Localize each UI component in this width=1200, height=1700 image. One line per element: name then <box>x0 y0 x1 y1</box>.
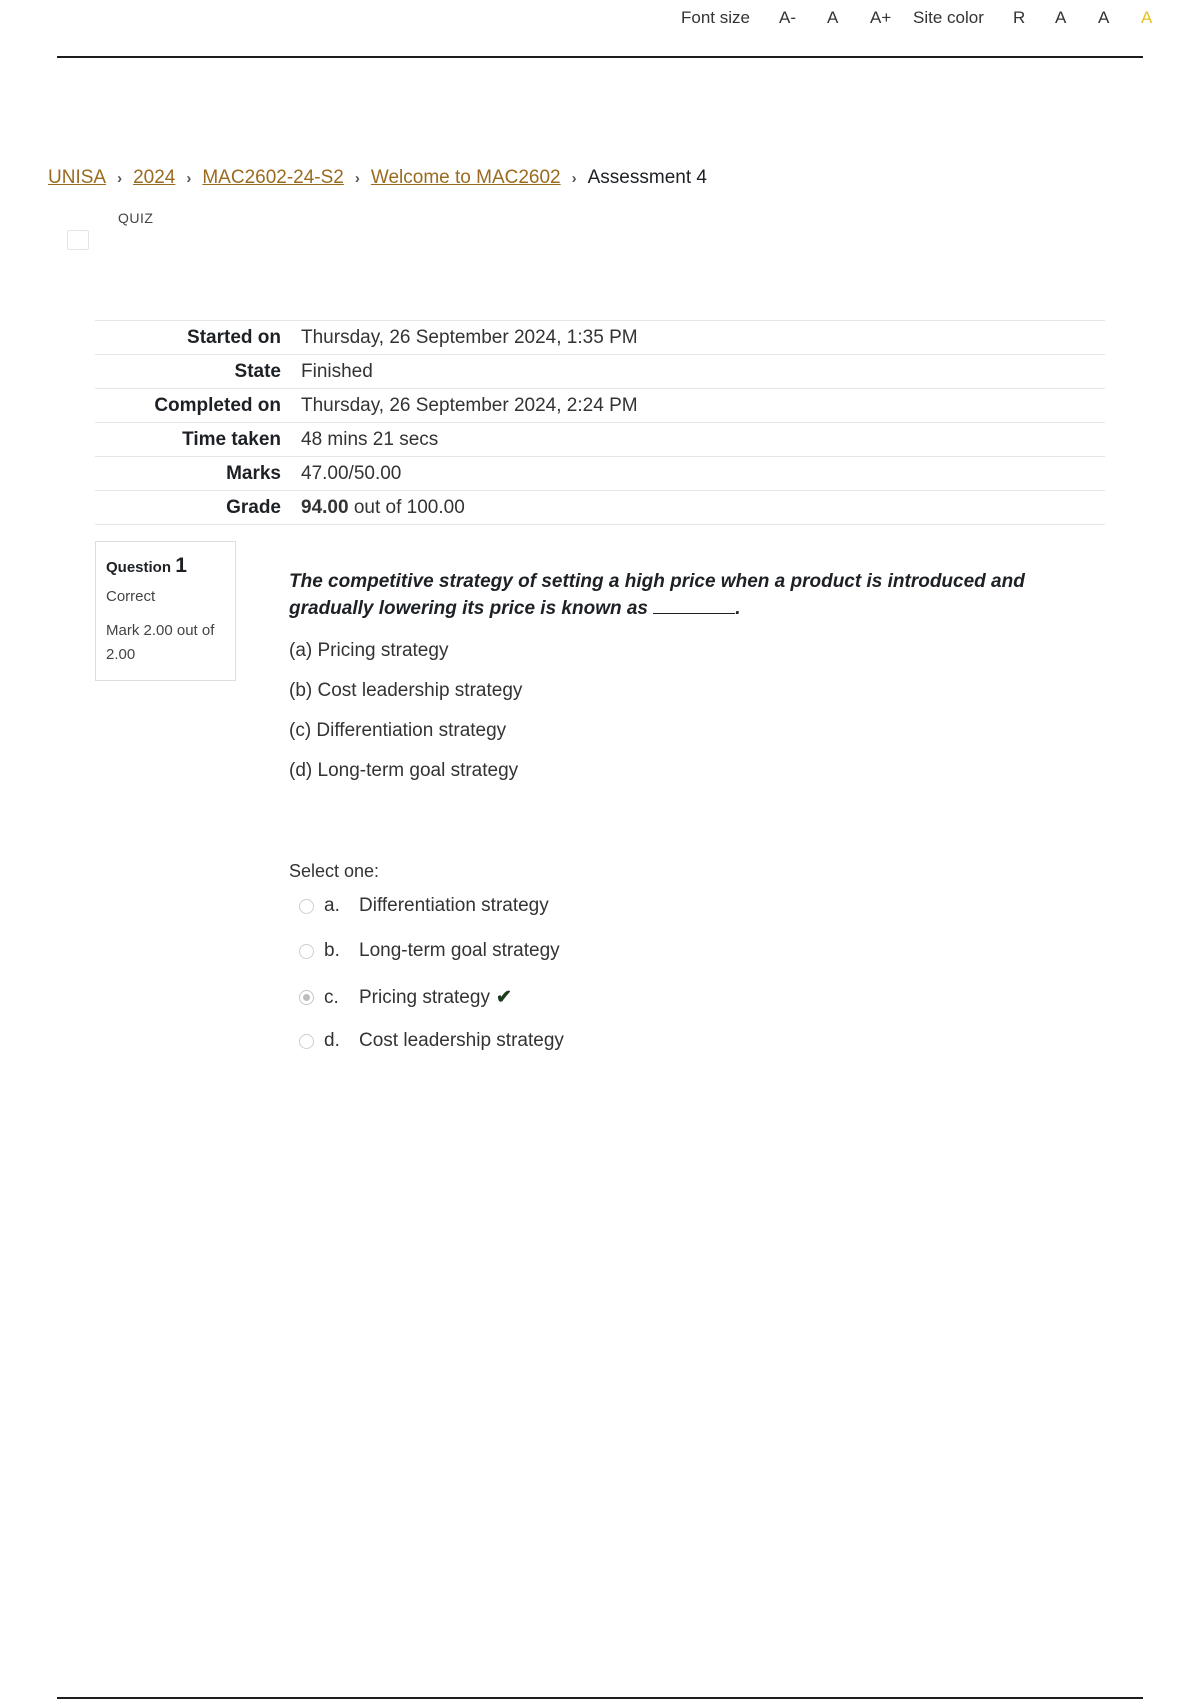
summary-row-state <box>95 355 1105 389</box>
summary-label: State <box>234 360 281 382</box>
breadcrumb-current: Assessment 4 <box>587 167 707 188</box>
summary-value: Thursday, 26 September 2024, 1:35 PM <box>301 326 638 348</box>
breadcrumb-link-welcome[interactable]: Welcome to MAC2602 <box>370 167 561 188</box>
accessibility-toolbar <box>0 0 1200 40</box>
attempt-summary-table <box>95 320 1105 525</box>
chevron-right-icon: › <box>571 169 577 187</box>
answer-text: Cost leadership strategy <box>359 1030 564 1051</box>
answer-option-a[interactable] <box>299 895 549 917</box>
listed-option: (d) Long-term goal strategy <box>289 760 519 781</box>
radio-button-selected[interactable] <box>299 990 314 1005</box>
summary-label: Grade <box>226 496 281 518</box>
listed-option: (a) Pricing strategy <box>289 640 449 661</box>
radio-button[interactable] <box>299 1034 314 1049</box>
summary-value: 47.00/50.00 <box>301 462 402 484</box>
summary-row-marks <box>95 457 1105 491</box>
color-option-2-button[interactable]: A <box>1098 8 1110 27</box>
breadcrumb <box>48 167 707 189</box>
answer-option-d[interactable] <box>299 1030 564 1052</box>
chevron-right-icon: › <box>117 169 123 187</box>
header-divider <box>57 56 1143 58</box>
answer-letter: a. <box>324 895 340 916</box>
summary-row-completed <box>95 389 1105 423</box>
breadcrumb-link-year[interactable]: 2024 <box>133 167 176 188</box>
summary-label: Started on <box>187 326 281 348</box>
summary-label: Completed on <box>154 394 281 416</box>
chevron-right-icon: › <box>186 169 192 187</box>
font-increase-button[interactable]: A+ <box>870 8 892 27</box>
footer-divider <box>57 1697 1143 1699</box>
answer-letter: d. <box>324 1030 340 1051</box>
question-text-body: The competitive strategy of setting a high price when a product is introduced and gradually lowering its price is known as <box>289 571 1025 619</box>
question-state: Correct <box>106 588 156 605</box>
font-reset-button[interactable]: A <box>827 8 839 27</box>
summary-row-time-taken <box>95 423 1105 457</box>
answer-letter: b. <box>324 940 340 961</box>
breadcrumb-link-unisa[interactable]: UNISA <box>48 167 107 188</box>
question-mark: Mark 2.00 out of 2.00 <box>106 622 215 663</box>
color-option-3-button[interactable]: A <box>1141 8 1153 27</box>
answer-text: Long-term goal strategy <box>359 940 560 961</box>
select-one-prompt: Select one: <box>289 861 380 881</box>
question-info-box <box>95 541 236 681</box>
chevron-right-icon: › <box>354 169 360 187</box>
answer-option-b[interactable] <box>299 940 560 962</box>
listed-option: (c) Differentiation strategy <box>289 720 507 741</box>
summary-label: Marks <box>226 462 281 484</box>
correct-checkmark-icon: ✔ <box>495 987 512 1008</box>
summary-value: Finished <box>301 360 373 382</box>
answer-text: Differentiation strategy <box>359 895 549 916</box>
answer-text: Pricing strategy <box>359 986 490 1008</box>
summary-value <box>291 491 1105 525</box>
site-color-label: Site color <box>913 8 984 27</box>
question-label: Question <box>106 559 172 576</box>
question-number-value: 1 <box>175 554 187 577</box>
radio-button[interactable] <box>299 899 314 914</box>
quiz-icon <box>67 230 89 250</box>
activity-type-label: QUIZ <box>118 210 154 226</box>
fill-in-blank <box>653 596 735 614</box>
color-reset-button[interactable]: R <box>1013 8 1026 27</box>
question-number <box>106 554 225 578</box>
summary-row-grade <box>95 491 1105 525</box>
grade-value: 94.00 <box>301 496 349 518</box>
listed-option: (b) Cost leadership strategy <box>289 680 523 701</box>
font-decrease-button[interactable]: A- <box>779 8 796 27</box>
summary-value: Thursday, 26 September 2024, 2:24 PM <box>301 394 638 416</box>
font-size-label: Font size <box>681 8 750 27</box>
grade-suffix: out of 100.00 <box>348 496 465 518</box>
breadcrumb-link-course[interactable]: MAC2602-24-S2 <box>202 167 344 188</box>
summary-label: Time taken <box>182 428 281 450</box>
answer-letter: c. <box>324 986 339 1008</box>
color-option-1-button[interactable]: A <box>1055 8 1067 27</box>
question-text-end: . <box>735 598 741 619</box>
summary-row-started <box>95 321 1105 355</box>
answer-option-c[interactable] <box>299 986 512 1009</box>
summary-value: 48 mins 21 secs <box>301 428 439 450</box>
question-text <box>289 568 1099 622</box>
radio-button[interactable] <box>299 944 314 959</box>
